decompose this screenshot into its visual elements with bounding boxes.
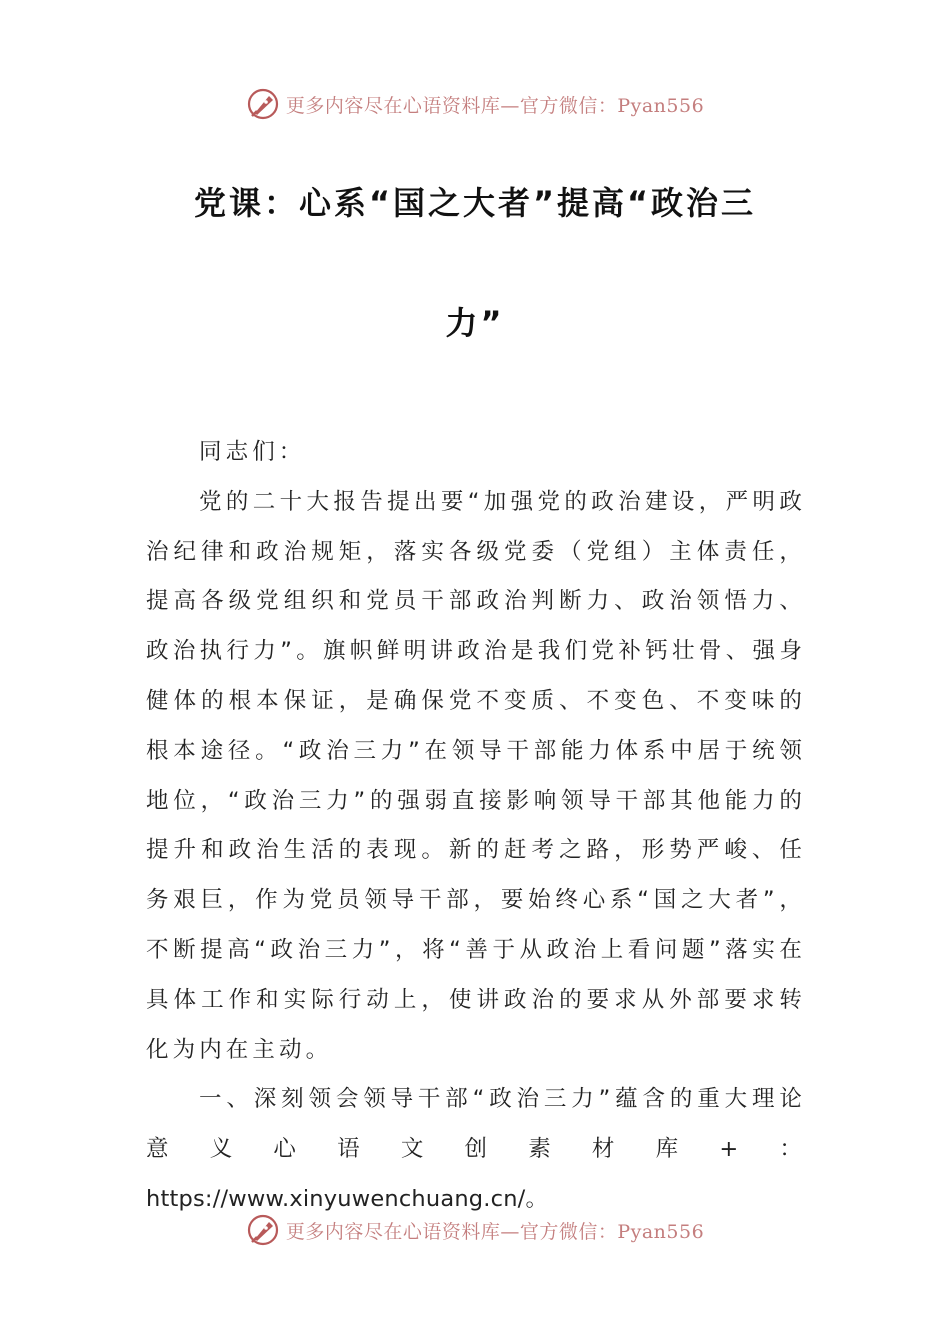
section-heading-1 bbox=[146, 1075, 806, 1224]
page-title-line-2: 力” bbox=[445, 304, 505, 342]
greeting: 同志们： bbox=[199, 439, 306, 465]
header-watermark bbox=[0, 84, 950, 124]
paragraph-1: 党的二十大报告提出要“加强党的政治建设，严明政治纪律和政治规矩，落实各级党委（党组）主体责任，提高各级党组织和党员干部政治判断力、政治领悟力、政治执行力”。旗帜鲜明讲政治是我们党补钙壮骨、强身健体的根本保证，是确保党不变质、不变色、不变味的根本途径。“政治三力”在领导干部能力体系中居于统领地位，“政治三力”的强弱直接影响领导干部其他能力的提升和政治生活的表现。新的赶考之路，形势严峻、任务艰巨，作为党员领导干部，要始终心系“国之大者”，不断提高“政治三力”，将“善于从政治上看问题”落实在具体工作和实际行动上，使讲政治的要求从外部要求转化为内在主动。 bbox=[146, 488, 806, 1063]
watermark-text: 更多内容尽在心语资料库—官方微信：Pyan556 bbox=[285, 94, 705, 117]
watermark-text: 更多内容尽在心语资料库—官方微信：Pyan556 bbox=[285, 1220, 705, 1243]
document-body bbox=[146, 428, 806, 1225]
source-url-link[interactable]: https://www.xinyuwenchuang.cn/ bbox=[146, 1185, 526, 1212]
pen-nib-logo-icon bbox=[246, 87, 280, 121]
page-title-line-1: 党课：心系“国之大者”提高“政治三 bbox=[193, 184, 757, 222]
footer-watermark bbox=[0, 1210, 950, 1250]
pen-nib-logo-icon bbox=[246, 1213, 280, 1247]
section-heading-text: 一、深刻领会领导干部“政治三力”蕴含的重大理论意义心语文创素材库+： bbox=[146, 1086, 806, 1163]
heading-suffix: 。 bbox=[525, 1185, 553, 1212]
